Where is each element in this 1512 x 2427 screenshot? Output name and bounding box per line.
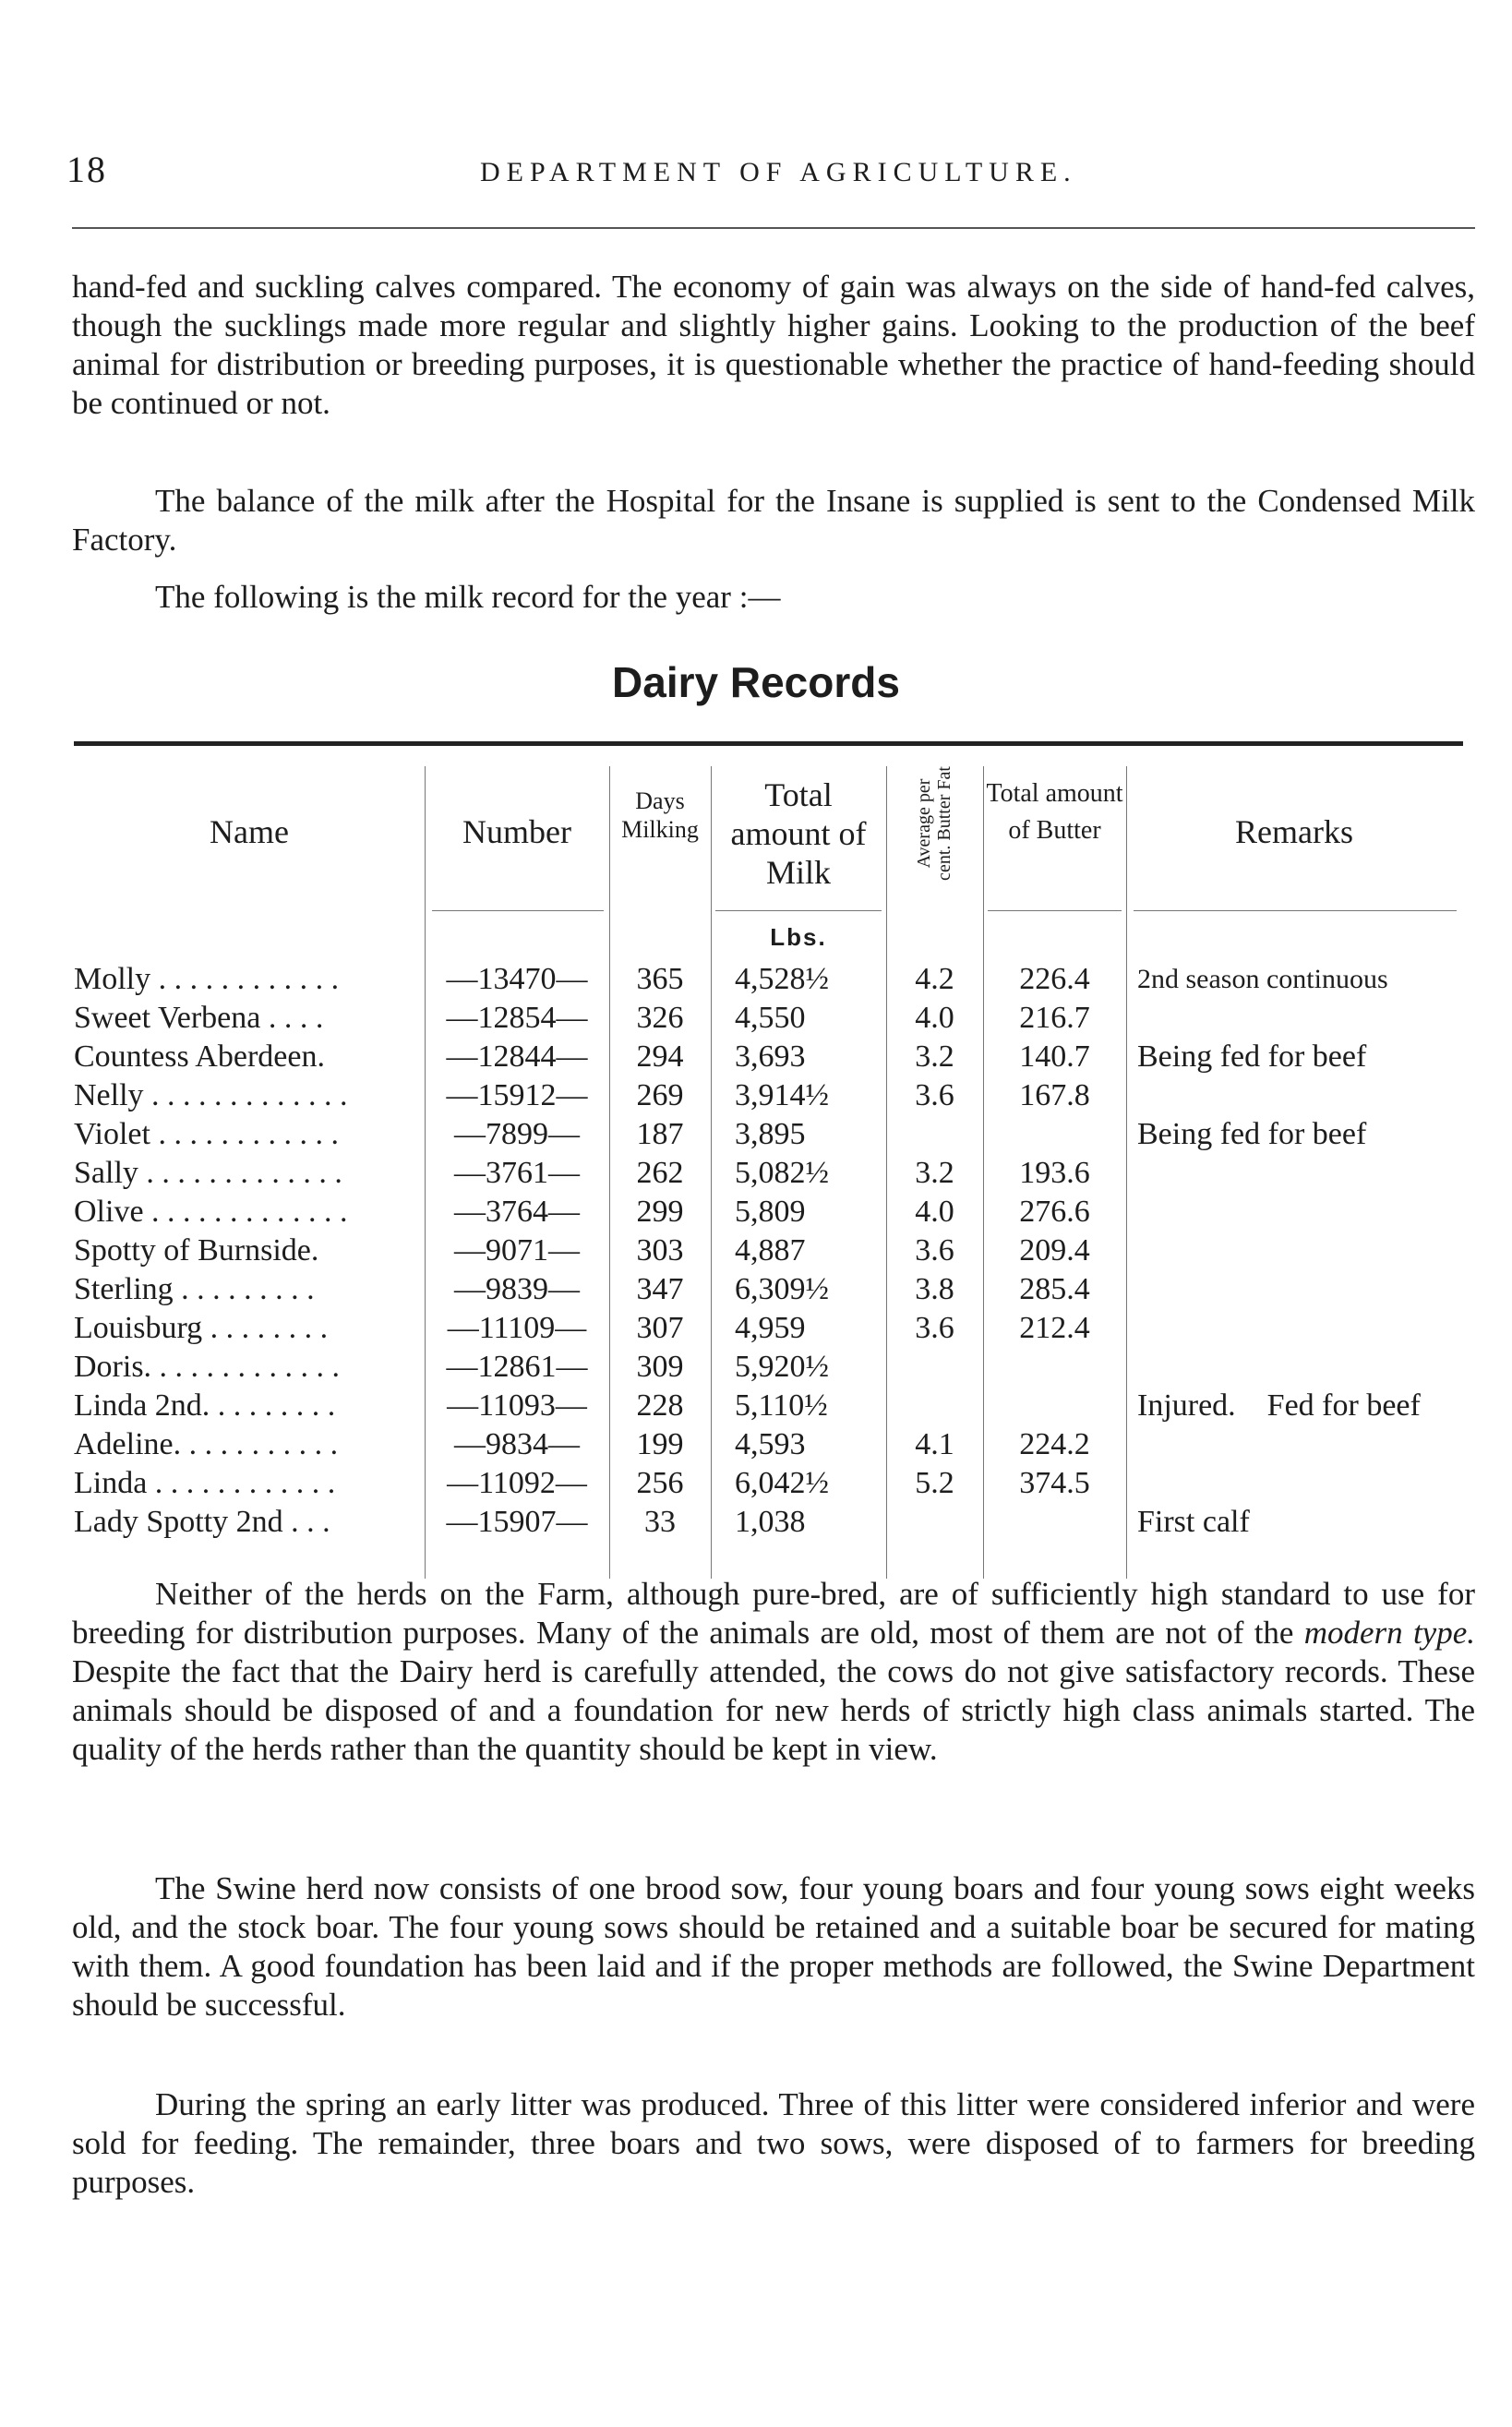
cow-name: Nelly . . . . . . . . . . . . . (74, 1078, 348, 1112)
cow-name: Spotty of Burnside. (74, 1233, 319, 1268)
cow-number: —12854— (446, 1001, 588, 1035)
total-butter: 193.6 (1019, 1156, 1090, 1190)
total-milk: 4,528½ (735, 962, 829, 996)
table-row (0, 1425, 1512, 1464)
remarks: 2nd season continuous (1137, 964, 1388, 994)
days-milking: 269 (636, 1078, 684, 1112)
header-total-butter: Total amount of Butter (986, 779, 1123, 845)
cow-number: —3761— (454, 1156, 580, 1190)
cow-number: —13470— (446, 962, 588, 996)
cow-name: Countess Aberdeen. (74, 1039, 325, 1074)
days-milking: 347 (636, 1272, 684, 1306)
remarks: Injured. Fed for beef (1137, 1388, 1421, 1423)
butter-fat: 4.2 (915, 962, 954, 996)
butter-fat: 3.2 (915, 1039, 954, 1074)
butter-fat: 4.0 (915, 1001, 954, 1035)
total-butter: 209.4 (1019, 1233, 1090, 1268)
remarks: First calf (1137, 1505, 1250, 1539)
cow-name: Violet . . . . . . . . . . . . (74, 1117, 339, 1151)
table-row (0, 1464, 1512, 1503)
days-milking: 187 (636, 1117, 684, 1151)
cow-number: —9839— (454, 1272, 580, 1306)
cow-name: Sweet Verbena . . . . (74, 1001, 324, 1035)
table-row (0, 1076, 1512, 1115)
total-milk: 1,038 (735, 1505, 806, 1539)
butter-fat (886, 1503, 983, 1542)
remarks: Being fed for beef (1137, 1117, 1367, 1151)
days-milking: 299 (636, 1195, 684, 1229)
cow-number: —3764— (454, 1195, 580, 1229)
butter-fat (886, 1387, 983, 1425)
remarks (1137, 1425, 1488, 1464)
cow-number: —11093— (447, 1388, 587, 1423)
running-head: DEPARTMENT OF AGRICULTURE. (480, 157, 1077, 187)
total-butter: 226.4 (1019, 962, 1090, 996)
header-number: Number (462, 813, 571, 850)
remarks (1137, 1232, 1488, 1270)
days-milking: 326 (636, 1001, 684, 1035)
days-milking: 294 (636, 1039, 684, 1074)
cow-number: —15912— (446, 1078, 588, 1112)
table-title: Dairy Records (612, 658, 900, 706)
total-butter: 224.2 (1019, 1427, 1090, 1461)
page-number: 18 (66, 149, 107, 190)
table-row (0, 1193, 1512, 1232)
cow-number: —15907— (446, 1505, 588, 1539)
header-underline (1134, 910, 1457, 911)
intro-paragraph-2: The balance of the milk after the Hospital for the Insane is supplied is sent to the Condensed Milk Factory. (72, 483, 1475, 558)
total-butter (983, 1348, 1126, 1387)
total-milk: 4,959 (735, 1311, 806, 1345)
total-milk: 6,042½ (735, 1466, 829, 1500)
remarks (1137, 1464, 1488, 1503)
total-butter: 216.7 (1019, 1001, 1090, 1035)
butter-fat: 4.0 (915, 1195, 954, 1229)
body-paragraph-swine: The Swine herd now consists of one brood sow, four young boars and four young sows eight weeks old, and the stock boar. The four young sows should be retained and a suitable boar be secured for mating with them. A good foundation has been laid and if the proper methods are followed, the Swine Department should be successful. (72, 1870, 1475, 2023)
butter-fat: 3.8 (915, 1272, 954, 1306)
cow-number: —11109— (447, 1311, 587, 1345)
total-butter: 285.4 (1019, 1272, 1090, 1306)
butter-fat (886, 1115, 983, 1154)
body-paragraph-litter: During the spring an early litter was produced. Three of this litter were considered inferior and were sold for feeding. The remainder, three boars and two sows, were disposed of to farmers for breeding purposes. (72, 2086, 1475, 2200)
remarks (1137, 999, 1488, 1038)
header-butter-fat-cell (886, 759, 983, 888)
body-paragraph-herds (72, 1575, 1475, 1769)
total-milk: 3,693 (735, 1039, 806, 1074)
table-row (0, 1154, 1512, 1193)
cow-number: —9071— (454, 1233, 580, 1268)
cow-name: Linda 2nd. . . . . . . . . (74, 1388, 336, 1423)
cow-name: Doris. . . . . . . . . . . . . (74, 1350, 341, 1384)
days-milking: 307 (636, 1311, 684, 1345)
total-milk: 5,082½ (735, 1156, 829, 1190)
remarks (1137, 1270, 1488, 1309)
total-milk: 6,309½ (735, 1272, 829, 1306)
butter-fat: 3.6 (915, 1233, 954, 1268)
cow-name: Adeline. . . . . . . . . . . (74, 1427, 339, 1461)
total-milk: 3,914½ (735, 1078, 829, 1112)
remarks (1137, 1193, 1488, 1232)
total-butter: 374.5 (1019, 1466, 1090, 1500)
cow-number: —9834— (454, 1427, 580, 1461)
total-butter: 140.7 (1019, 1039, 1090, 1074)
intro-paragraph-3: The following is the milk record for the year :— (155, 579, 781, 615)
paragraph-text: Despite the fact that the Dairy herd is carefully attended, the cows do not give satisfactory records. These animals should be disposed of and a foundation for new herds of strictly high class animals started. The quality of the herds rather than the quantity should be kept in view. (72, 1653, 1475, 1767)
cow-name: Olive . . . . . . . . . . . . . (74, 1195, 348, 1229)
total-milk: 5,809 (735, 1195, 806, 1229)
butter-fat: 3.6 (915, 1311, 954, 1345)
total-butter (983, 1115, 1126, 1154)
total-butter: 212.4 (1019, 1311, 1090, 1345)
butter-fat: 4.1 (915, 1427, 954, 1461)
cow-name: Lady Spotty 2nd . . . (74, 1505, 330, 1539)
days-milking: 33 (644, 1505, 676, 1539)
total-milk: 4,550 (735, 1001, 806, 1035)
remarks (1137, 1076, 1488, 1115)
table-row (0, 1387, 1512, 1425)
cow-number: —12861— (446, 1350, 588, 1384)
table-row (0, 1270, 1512, 1309)
remarks: Being fed for beef (1137, 1039, 1367, 1074)
days-milking: 262 (636, 1156, 684, 1190)
total-butter: 167.8 (1019, 1078, 1090, 1112)
total-milk: 4,593 (735, 1427, 806, 1461)
table-row (0, 1038, 1512, 1076)
cow-number: —12844— (446, 1039, 588, 1074)
table-row (0, 1232, 1512, 1270)
header-underline (432, 910, 604, 911)
table-top-rule (74, 741, 1463, 746)
header-underline (715, 910, 882, 911)
table-row (0, 960, 1512, 999)
header-remarks: Remarks (1235, 813, 1353, 850)
total-milk: 5,920½ (735, 1350, 829, 1384)
days-milking: 309 (636, 1350, 684, 1384)
cow-name: Sally . . . . . . . . . . . . . (74, 1156, 342, 1190)
butter-fat: 5.2 (915, 1466, 954, 1500)
header-name: Name (210, 813, 289, 850)
remarks (1137, 1309, 1488, 1348)
remarks (1137, 1154, 1488, 1193)
butter-fat: 3.2 (915, 1156, 954, 1190)
days-milking: 228 (636, 1388, 684, 1423)
cow-name: Molly . . . . . . . . . . . . (74, 962, 340, 996)
total-milk: 3,895 (735, 1117, 806, 1151)
days-milking: 303 (636, 1233, 684, 1268)
header-underline (988, 910, 1122, 911)
days-milking: 365 (636, 962, 684, 996)
milk-unit-label: Lbs. (770, 923, 827, 951)
table-row (0, 999, 1512, 1038)
total-milk: 5,110½ (735, 1388, 828, 1423)
cow-name: Linda . . . . . . . . . . . . (74, 1466, 336, 1500)
header-rule (72, 227, 1475, 229)
days-milking: 256 (636, 1466, 684, 1500)
cow-name: Sterling . . . . . . . . . (74, 1272, 315, 1306)
total-milk: 4,887 (735, 1233, 806, 1268)
header-total-milk: Total amount of Milk (730, 776, 867, 891)
remarks (1137, 1348, 1488, 1387)
table-row (0, 1309, 1512, 1348)
cow-name: Louisburg . . . . . . . . (74, 1311, 329, 1345)
cow-number: —11092— (447, 1466, 587, 1500)
total-butter (983, 1503, 1126, 1542)
header-butter-fat: Average per cent. Butter Fat (914, 766, 954, 881)
table-row (0, 1503, 1512, 1542)
table-row (0, 1348, 1512, 1387)
cow-number: —7899— (454, 1117, 580, 1151)
butter-fat: 3.6 (915, 1078, 954, 1112)
butter-fat (886, 1348, 983, 1387)
total-butter (983, 1387, 1126, 1425)
emphasis-text: modern type. (1303, 1615, 1475, 1651)
paragraph-text: Neither of the herds on the Farm, although pure-bred, are of sufficiently high standard to use for breeding for distribution purposes. Many of the animals are old, most of them are not of the (72, 1576, 1475, 1651)
total-butter: 276.6 (1019, 1195, 1090, 1229)
days-milking: 199 (636, 1427, 684, 1461)
intro-paragraph-1: hand-fed and suckling calves compared. The economy of gain was always on the side of hand-fed calves, though the sucklings made more regular and slightly higher gains. Looking to the production of the beef animal for distribution or breeding purposes, it is questionable whether the practice of hand-feeding should be continued or not. (72, 269, 1475, 421)
table-row (0, 1115, 1512, 1154)
header-days-milking: Days Milking (621, 787, 699, 844)
